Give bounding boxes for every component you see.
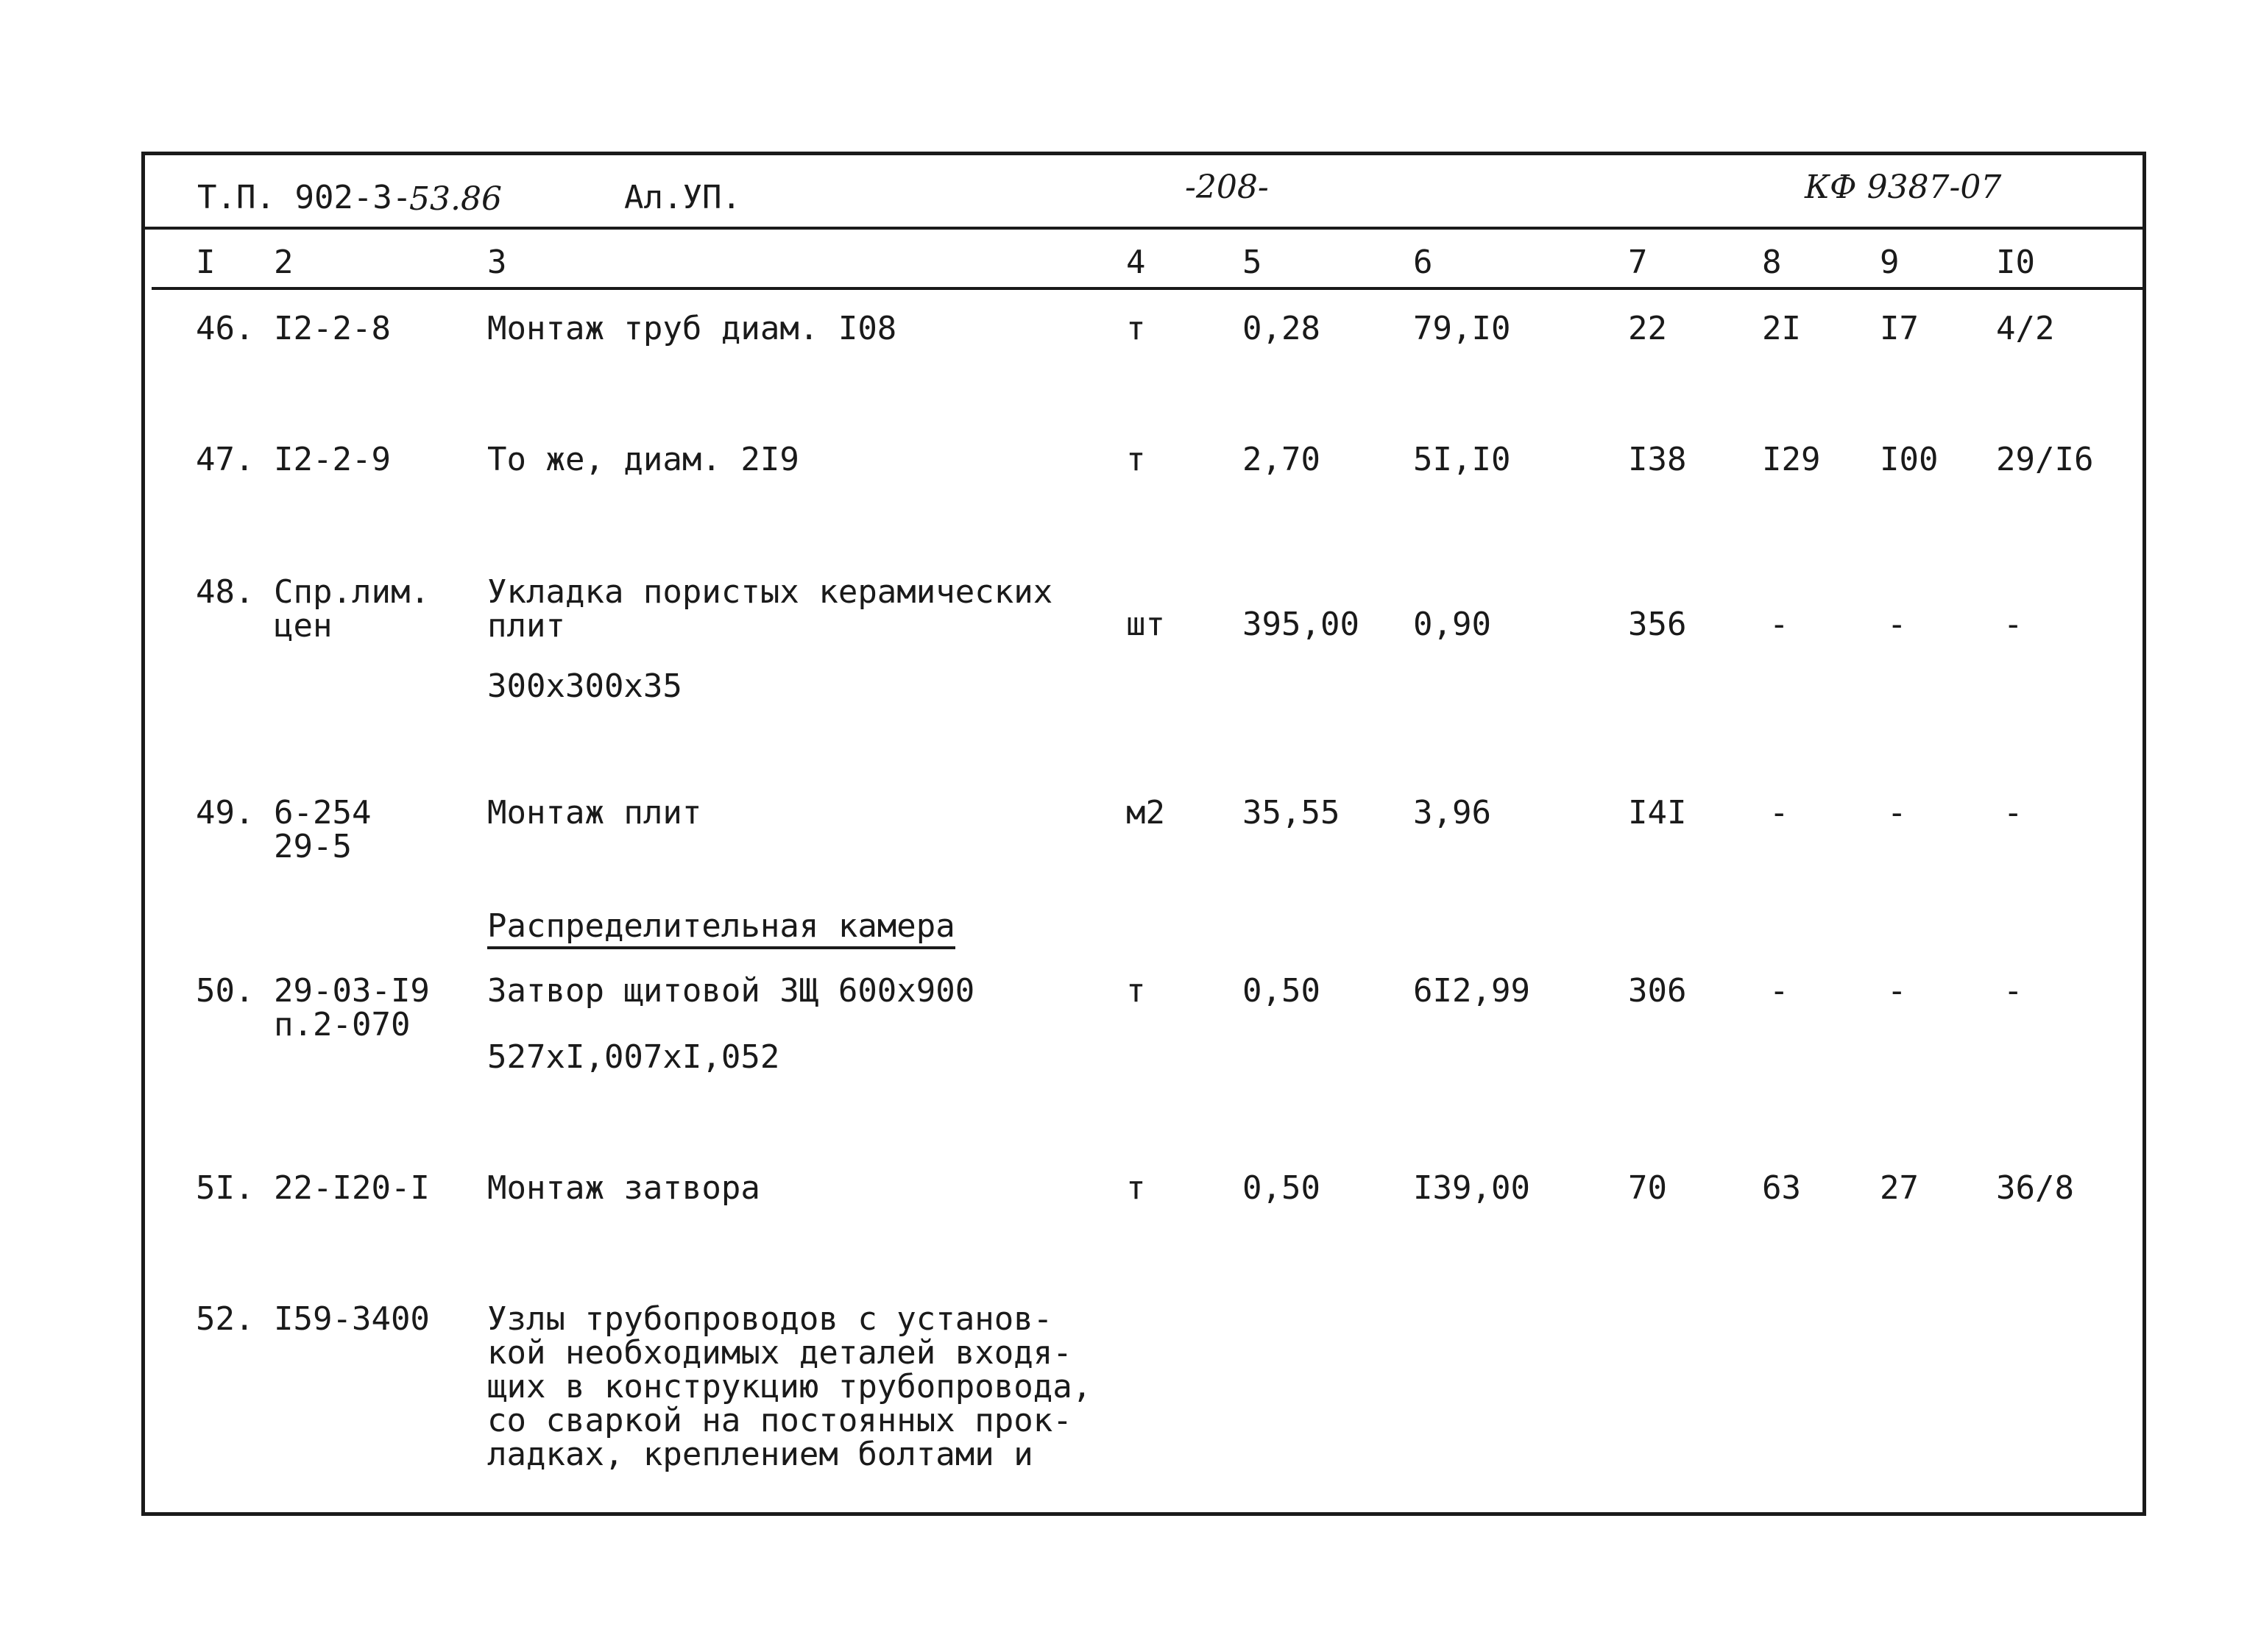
col-header-5: 5 <box>1242 244 1262 281</box>
col8-value: I29 <box>1762 441 1821 478</box>
col-header-9: 9 <box>1880 244 1900 281</box>
col9-value: 27 <box>1880 1169 1919 1207</box>
col7-value: I4I <box>1628 794 1687 832</box>
unit-price: 79,I0 <box>1413 310 1511 347</box>
col7-value: I38 <box>1628 441 1687 478</box>
col-header-7: 7 <box>1628 244 1648 281</box>
unit: т <box>1126 1169 1146 1207</box>
row-number: 52. <box>196 1300 255 1338</box>
col9-value: - <box>1887 794 1907 832</box>
work-dimensions: 300х300х35 <box>487 667 682 705</box>
work-description: Затвор щитовой ЗЩ 600х900 <box>487 972 975 1010</box>
col-header-10: I0 <box>1996 244 2035 281</box>
work-dimensions: 527хI,007хI,052 <box>487 1038 780 1076</box>
section-title: Распределительная камера <box>487 910 955 949</box>
price-code: 22-I20-I <box>274 1169 430 1207</box>
col-header-2: 2 <box>274 244 294 281</box>
album-label: Ал.УП. <box>624 179 741 216</box>
col9-value: - <box>1887 972 1907 1010</box>
unit: т <box>1126 310 1146 347</box>
price-code: 29-03-I9 п.2-070 <box>274 972 430 1043</box>
quantity: 0,50 <box>1242 1169 1320 1207</box>
price-code: 6-254 29-5 <box>274 794 372 865</box>
row-number: 48. <box>196 573 255 611</box>
row-number: 50. <box>196 972 255 1010</box>
col10-value: - <box>2003 606 2023 643</box>
col-header-3: 3 <box>487 244 507 281</box>
col10-value: 29/I6 <box>1996 441 2094 478</box>
col10-value: - <box>2003 972 2023 1010</box>
col10-value: 36/8 <box>1996 1169 2074 1207</box>
unit-price: 6I2,99 <box>1413 972 1530 1010</box>
unit-price: 0,90 <box>1413 606 1491 643</box>
col9-value: I00 <box>1880 441 1939 478</box>
price-code: Спр.лим. цен <box>274 573 430 645</box>
quantity: 395,00 <box>1242 606 1359 643</box>
col8-value: 2I <box>1762 310 1801 347</box>
row-number: 49. <box>196 794 255 832</box>
col-header-8: 8 <box>1762 244 1782 281</box>
col8-value: - <box>1769 606 1789 643</box>
quantity: 35,55 <box>1242 794 1340 832</box>
col-header-1: I <box>196 244 216 281</box>
col7-value: 22 <box>1628 310 1667 347</box>
price-code: I2-2-9 <box>274 441 391 478</box>
price-code: I59-3400 <box>274 1300 430 1338</box>
quantity: 2,70 <box>1242 441 1320 478</box>
unit-price: 3,96 <box>1413 794 1491 832</box>
unit: т <box>1126 441 1146 478</box>
column-header-divider <box>152 287 2146 290</box>
row-number: 47. <box>196 441 255 478</box>
col7-value: 356 <box>1628 606 1687 643</box>
row-number: 5I. <box>196 1169 255 1207</box>
quantity: 0,50 <box>1242 972 1320 1010</box>
header-divider <box>141 227 2146 230</box>
work-description: Узлы трубопроводов с установ- кой необходимых деталей входя- щих в конструкцию трубопровода, со сваркой на постоянных прок- ладках, креплением болтами и <box>487 1300 1092 1473</box>
col10-value: 4/2 <box>1996 310 2055 347</box>
doc-code-prefix: Т.П. 902-3- <box>197 179 412 216</box>
col8-value: - <box>1769 972 1789 1010</box>
price-code: I2-2-8 <box>274 310 391 347</box>
row-number: 46. <box>196 310 255 347</box>
col9-value: - <box>1887 606 1907 643</box>
unit-price: 5I,I0 <box>1413 441 1511 478</box>
work-description: Монтаж затвора <box>487 1169 760 1207</box>
col7-value: 70 <box>1628 1169 1667 1207</box>
col9-value: I7 <box>1880 310 1919 347</box>
doc-code-handwritten: 53.86 <box>409 180 502 218</box>
unit-price: I39,00 <box>1413 1169 1530 1207</box>
quantity: 0,28 <box>1242 310 1320 347</box>
unit: м2 <box>1126 794 1165 832</box>
work-description: Монтаж труб диам. I08 <box>487 310 897 347</box>
archive-code: КФ 9387-07 <box>1805 169 2002 206</box>
col-header-4: 4 <box>1126 244 1146 281</box>
col7-value: 306 <box>1628 972 1687 1010</box>
work-description: Монтаж плит <box>487 794 702 832</box>
col8-value: - <box>1769 794 1789 832</box>
page-number: -208- <box>1185 169 1269 206</box>
work-description: То же, диам. 2I9 <box>487 441 799 478</box>
work-description: Укладка пористых керамических плит <box>487 573 1053 645</box>
col8-value: 63 <box>1762 1169 1801 1207</box>
unit: шт <box>1126 606 1165 643</box>
col-header-6: 6 <box>1413 244 1433 281</box>
table-frame <box>141 152 2146 1516</box>
unit: т <box>1126 972 1146 1010</box>
col10-value: - <box>2003 794 2023 832</box>
